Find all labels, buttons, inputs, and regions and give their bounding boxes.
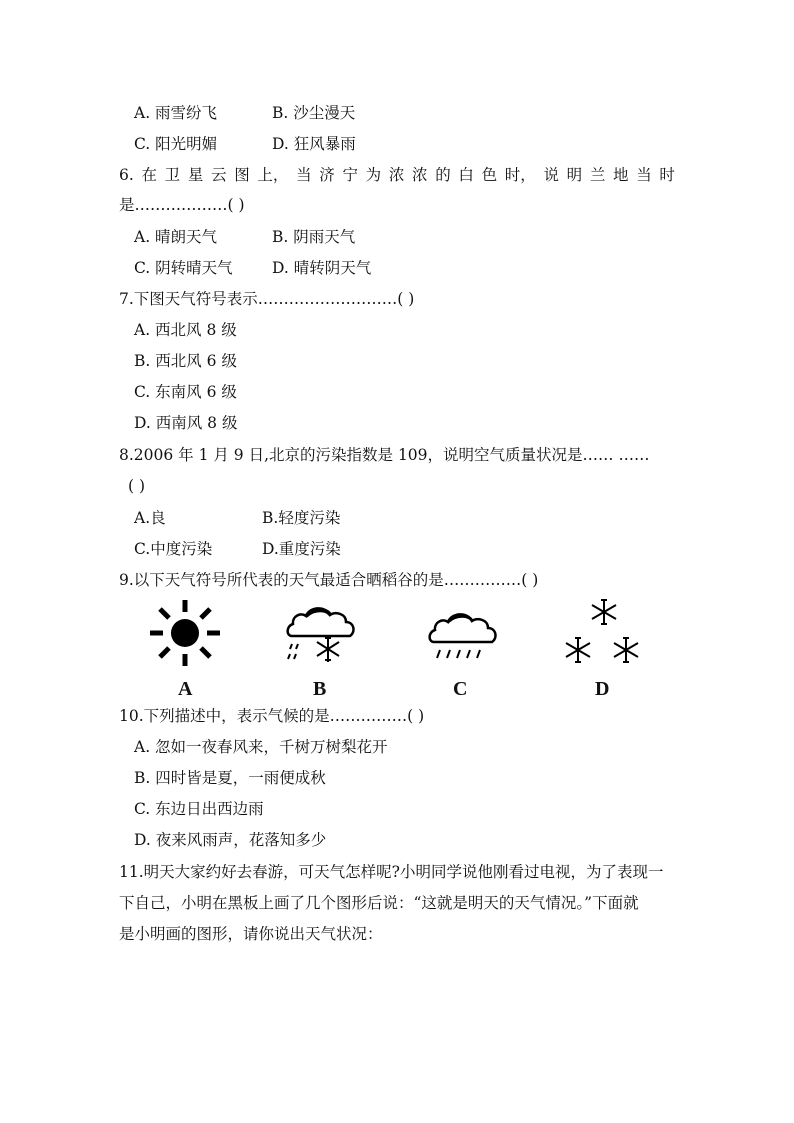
q6-stem-char: 色 <box>481 166 498 184</box>
q6-stem-char: 的 <box>435 166 451 184</box>
symbol-label-b: B <box>313 678 327 700</box>
q10-option-c: C. 东边日出西边雨 <box>134 800 264 818</box>
q6-stem-char: 时， <box>504 166 536 184</box>
q6-stem-char: 当 <box>296 166 312 184</box>
q10-option-b: B. 四时皆是夏，一雨便成秋 <box>134 769 326 787</box>
q6-option-c: C. 阴转晴天气 <box>134 259 233 277</box>
q6-stem-char: 济 <box>319 166 335 184</box>
q8-option-c: C.中度污染 <box>134 540 213 558</box>
q6-stem-char: 为 <box>365 166 382 184</box>
q6-stem-char: 上， <box>257 166 289 184</box>
q7-stem: 7.下图天气符号表示………………………( ) <box>119 290 415 308</box>
q7-option-d: D. 西南风 8 级 <box>134 414 238 432</box>
q7-option-b: B. 西北风 6 级 <box>134 352 237 370</box>
q6-stem-char: 白 <box>458 166 474 184</box>
q6-stem-char: 地 <box>613 166 629 184</box>
q8-stem: 8.2006 年 1 月 9 日,北京的污染指数是 109，说明空气质量状况是…… …… <box>119 446 650 464</box>
q8-option-b: B.轻度污染 <box>262 509 341 527</box>
q6-stem-char: 浓 <box>412 166 428 184</box>
q6-stem-char: 图 <box>234 166 250 184</box>
q6-stem-char: 兰 <box>589 166 606 184</box>
q6-option-d: D. 晴转阴天气 <box>272 259 372 277</box>
q6-stem-char: 当 <box>636 166 652 184</box>
q11-line3: 是小明画的图形，请你说出天气状况： <box>119 925 383 943</box>
q6-stem <box>119 165 675 185</box>
q6-stem-line2: 是………………( ) <box>119 196 245 214</box>
q5-option-d: D. 狂风暴雨 <box>272 135 356 153</box>
q6-option-a: A. 晴朗天气 <box>134 228 218 246</box>
q6-stem-char: 宁 <box>342 166 358 184</box>
q11-line2: 下自己，小明在黑板上画了几个图形后说：“这就是明天的天气情况。”下面就 <box>119 894 639 912</box>
q6-option-b: B. 阴雨天气 <box>272 228 356 246</box>
q8-option-a: A.良 <box>134 509 166 527</box>
q6-stem-char: 明 <box>566 166 583 184</box>
q5-option-b: B. 沙尘漫天 <box>272 104 356 122</box>
q6-stem-char: 6. <box>119 166 134 184</box>
q8-option-d: D.重度污染 <box>262 540 341 558</box>
symbol-label-c: C <box>453 678 468 700</box>
q6-stem-char: 时 <box>659 166 675 184</box>
snow-icon <box>560 596 646 670</box>
q11-line1: 11.明天大家约好去春游，可天气怎样呢?小明同学说他刚看过电视，为了表现一 <box>119 863 664 881</box>
q6-stem-char: 说 <box>543 166 559 184</box>
q7-option-c: C. 东南风 6 级 <box>134 383 237 401</box>
symbol-label-d: D <box>595 678 610 700</box>
q6-stem-char: 浓 <box>388 166 405 184</box>
q10-stem: 10.下列描述中，表示气候的是……………( ) <box>119 707 425 725</box>
q10-option-d: D. 夜来风雨声，花落知多少 <box>134 831 327 849</box>
q7-option-a: A. 西北风 8 级 <box>134 321 237 339</box>
q6-stem-char: 星 <box>187 166 204 184</box>
q5-option-c: C. 阳光明媚 <box>134 135 218 153</box>
q6-stem-char: 在 <box>141 166 157 184</box>
q8-stem-line2: ( ) <box>128 477 146 495</box>
sun-icon <box>147 598 225 670</box>
rain-icon <box>426 606 502 666</box>
q10-option-a: A. 忽如一夜春风来，千树万树梨花开 <box>134 738 388 756</box>
q6-stem-char: 云 <box>211 166 227 184</box>
rain-snow-icon <box>284 600 364 670</box>
symbol-label-a: A <box>178 678 193 700</box>
q5-option-a: A. 雨雪纷飞 <box>134 104 218 122</box>
q9-stem: 9.以下天气符号所代表的天气最适合晒稻谷的是……………( ) <box>119 571 539 589</box>
q6-stem-char: 卫 <box>164 166 181 184</box>
